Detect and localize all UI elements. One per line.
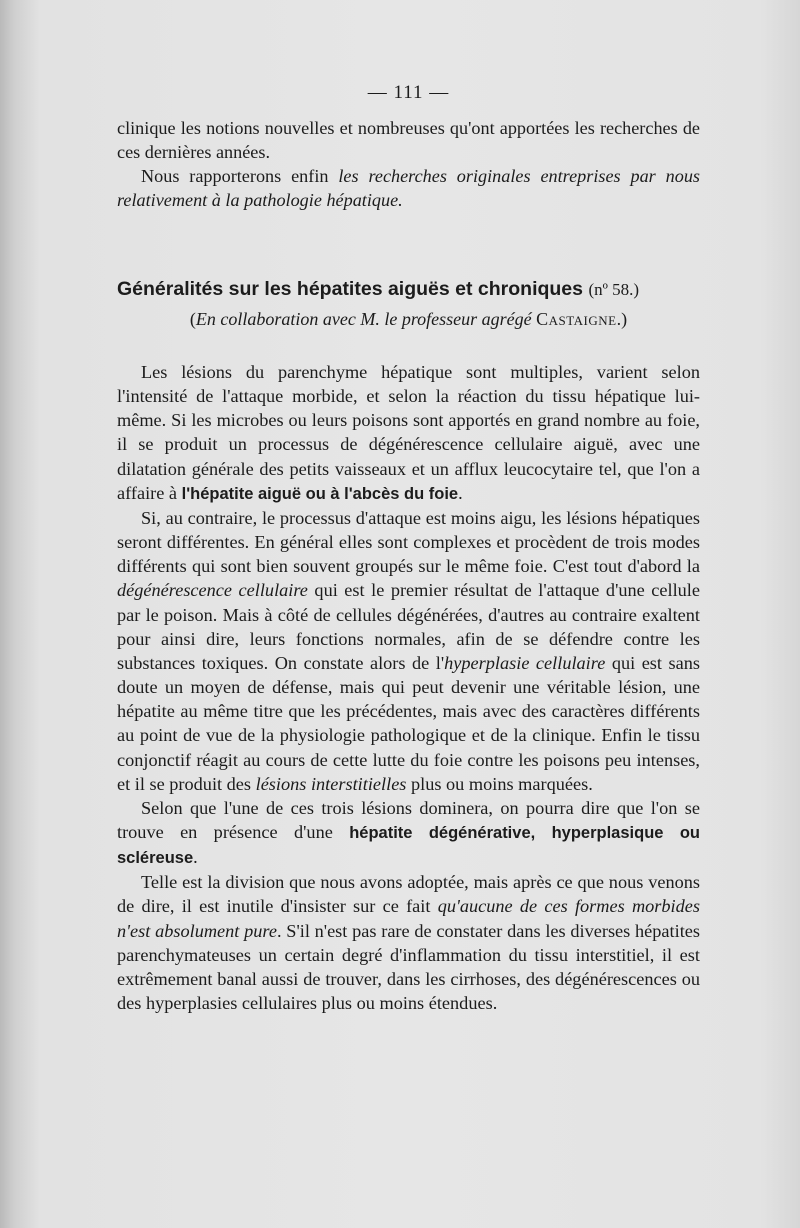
p3-text: Selon que l'une de ces trois lésions dominera, on pourra dire que l'on se trouve en présence d'une bbox=[117, 797, 700, 842]
body-paragraph-4 bbox=[117, 870, 700, 1015]
p2-text-b: qui est le premier résultat de l'attaque d'une cellule par le poison. Mais à côté de cellules dégénérées, d'autres au contraire exaltent pour ainsi dire, leurs fonctions normales, afin de se défendre contre les substances toxiques. On constate alors de l' bbox=[117, 580, 700, 673]
intro-paragraph-2 bbox=[117, 164, 700, 212]
p2-italic-3: lésions interstitielles bbox=[255, 773, 407, 794]
p2-italic-2: hyperplasie cellulaire bbox=[444, 652, 606, 673]
p1-tail: . bbox=[458, 482, 463, 503]
p4-italic: qu'aucune de ces formes morbides n'est absolument pure bbox=[117, 896, 701, 941]
collaboration-line bbox=[117, 309, 700, 330]
body-paragraph-2 bbox=[117, 506, 700, 796]
p1-bold: l'hépatite aiguë ou à l'abcès du foie bbox=[181, 484, 459, 503]
p4-text-a: Telle est la division que nous avons adoptée, mais après ce que nous venons de dire, il est inutile d'insister sur ce fait bbox=[117, 872, 700, 917]
p3-bold: hépatite dégénérative, hyperplasique ou scléreuse bbox=[117, 823, 700, 868]
collab-text: En collaboration avec M. le professeur agrégé bbox=[195, 309, 537, 329]
section-heading bbox=[117, 278, 700, 301]
page-number: — 111 — bbox=[367, 82, 450, 103]
body-paragraph-1 bbox=[117, 360, 700, 506]
collab-close: .) bbox=[616, 309, 628, 329]
collab-open: ( bbox=[189, 309, 196, 329]
p2-text-c: qui est sans doute un moyen de défense, mais qui peut devenir une véritable lésion, une hépatite au même titre que les précédentes, mais avec des caractères différents au point de vue de la physiologie pathologique et de la clinique. Enfin le tissu conjonctif réagit au cours de cette lutte du foie contre les poisons peu intenses, et il se produit des bbox=[117, 652, 700, 794]
intro-paragraph-1: clinique les notions nouvelles et nombreuses qu'ont apportées les recherches de ces dernières années. bbox=[117, 118, 700, 162]
body-paragraph-3 bbox=[117, 796, 700, 870]
intro-section bbox=[117, 116, 700, 212]
p4-text-b: . S'il n'est pas rare de constater dans les diverses hépatites parenchymateuses un certain degré d'inflammation du tissu interstitiel, il est extrêmement banal aussi de trouver, dans les cirrhoses, des dégénérescences ou des hyperplasies cellulaires plus ou moins étendues. bbox=[117, 920, 701, 1014]
intro-p2-italic: les recherches originales entreprises par nous relativement à la pathologie hépatique. bbox=[117, 166, 701, 210]
section-heading-title: Généralités sur les hépatites aiguës et chroniques bbox=[117, 278, 584, 300]
p2-italic-1: dégénérescence cellulaire bbox=[117, 580, 308, 601]
p2-text-a: Si, au contraire, le processus d'attaque est moins aigu, les lésions hépatiques seront différentes. En général elles sont complexes et procèdent de trois modes différents qui sont bien souvent groupés sur le même foie. C'est tout d'abord la bbox=[117, 507, 700, 577]
body-text bbox=[117, 360, 700, 1015]
p1-text: Les lésions du parenchyme hépatique sont multiples, varient selon l'intensité de l'attaque morbide, et selon la réaction du tissu hépatique lui-même. Si les microbes ou leurs poisons sont apportés en grand nombre au foie, il se produit un processus de dégénérescence cellulaire aiguë, avec une dilatation générale des petits vaisseaux et un afflux leucocytaire tel, que l'on a affaire à bbox=[117, 362, 700, 503]
p2-text-d: plus ou moins marquées. bbox=[406, 773, 593, 794]
intro-p2-text: Nous rapporterons enfin bbox=[141, 166, 339, 186]
collab-name: Castaigne bbox=[536, 309, 617, 329]
p3-tail: . bbox=[193, 847, 198, 868]
section-heading-number: (nº 58.) bbox=[588, 280, 640, 299]
